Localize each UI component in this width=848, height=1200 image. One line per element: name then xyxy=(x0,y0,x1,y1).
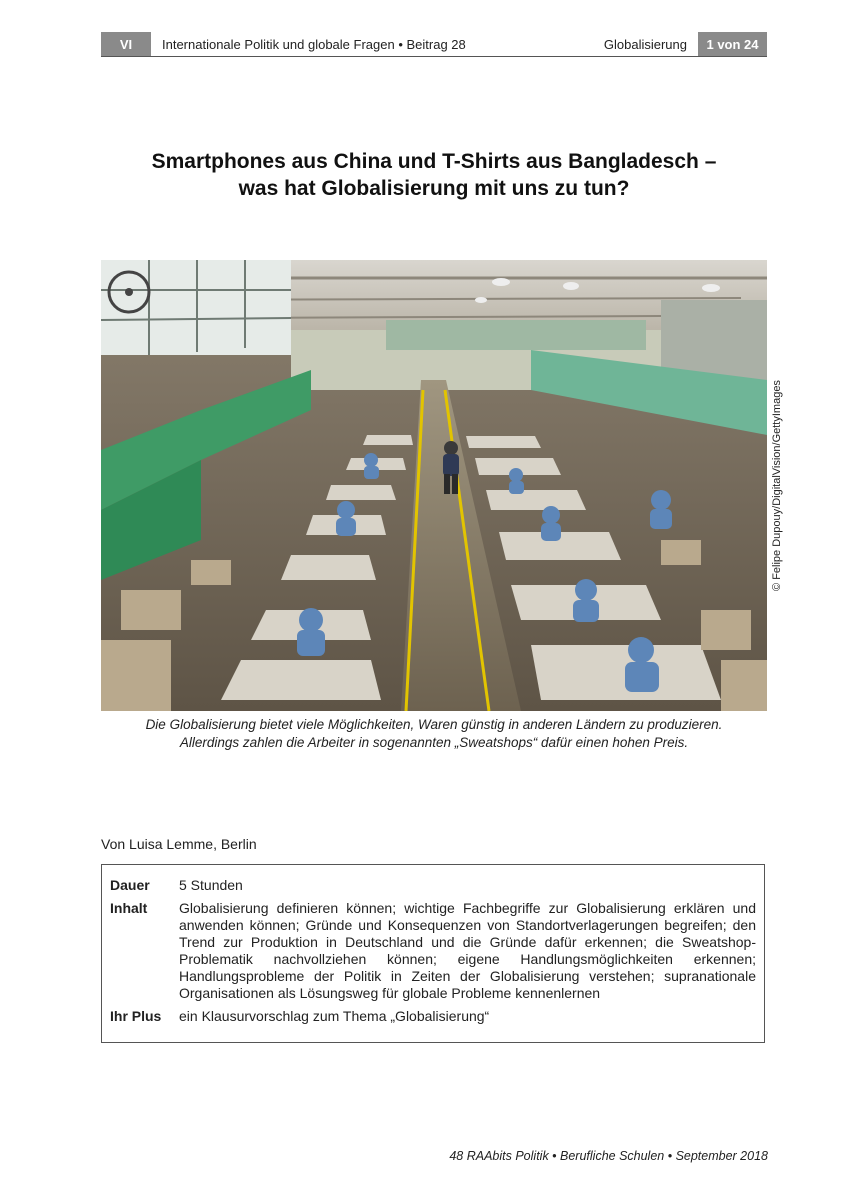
info-value: ein Klausurvorschlag zum Thema „Globalisierung“ xyxy=(179,1008,490,1024)
info-value: Globalisierung definieren können; wichtige Fachbegriffe zur Globalisierung erklären und anwenden können; Gründe und Konsequenzen von Standortverlagerungen begreifen; den Trend zur Produktion in Deutschland und die Gründe dafür erkennen; die Sweatshop-Problematik nachvollziehen können; eigene Handlungsmöglichkeiten erkennen; Handlungsprobleme der Politik in Zeiten der Globalisierung verstehen; supranationale Organisationen als Lösungsweg für globale Probleme kennenlernen xyxy=(179,900,756,1001)
page-header xyxy=(101,32,767,57)
photo-credit: © Felipe Dupouy/DigitalVision/GettyImages xyxy=(771,380,783,591)
info-box xyxy=(101,864,765,1043)
info-value: 5 Stunden xyxy=(179,877,243,893)
factory-photo xyxy=(101,260,767,711)
page-counter: 1 von 24 xyxy=(698,32,767,56)
caption-line-1: Die Globalisierung bietet viele Möglichkeiten, Waren günstig in anderen Ländern zu produzieren. xyxy=(145,717,723,732)
section-badge: VI xyxy=(101,32,151,56)
caption-line-2: Allerdings zahlen die Arbeiter in sogenannten „Sweatshops“ dafür einen hohen Preis. xyxy=(179,735,689,750)
info-label: Dauer xyxy=(110,877,150,893)
info-row-content xyxy=(110,900,756,1002)
info-label: Inhalt xyxy=(110,900,148,916)
page-footer: 48 RAAbits Politik • Berufliche Schulen • September 2018 xyxy=(449,1149,768,1163)
title-line-1: Smartphones aus China und T-Shirts aus Bangladesch – xyxy=(151,150,717,173)
title-line-2: was hat Globalisierung mit uns zu tun? xyxy=(238,177,630,200)
topic-label: Globalisierung xyxy=(603,36,687,52)
info-row-duration xyxy=(110,877,756,894)
info-label: Ihr Plus xyxy=(110,1008,162,1024)
photo-caption xyxy=(101,716,767,752)
series-title: Internationale Politik und globale Fragen • Beitrag 28 xyxy=(162,36,466,52)
page-title xyxy=(101,148,767,202)
info-row-plus xyxy=(110,1008,756,1025)
author-line: Von Luisa Lemme, Berlin xyxy=(101,836,257,852)
